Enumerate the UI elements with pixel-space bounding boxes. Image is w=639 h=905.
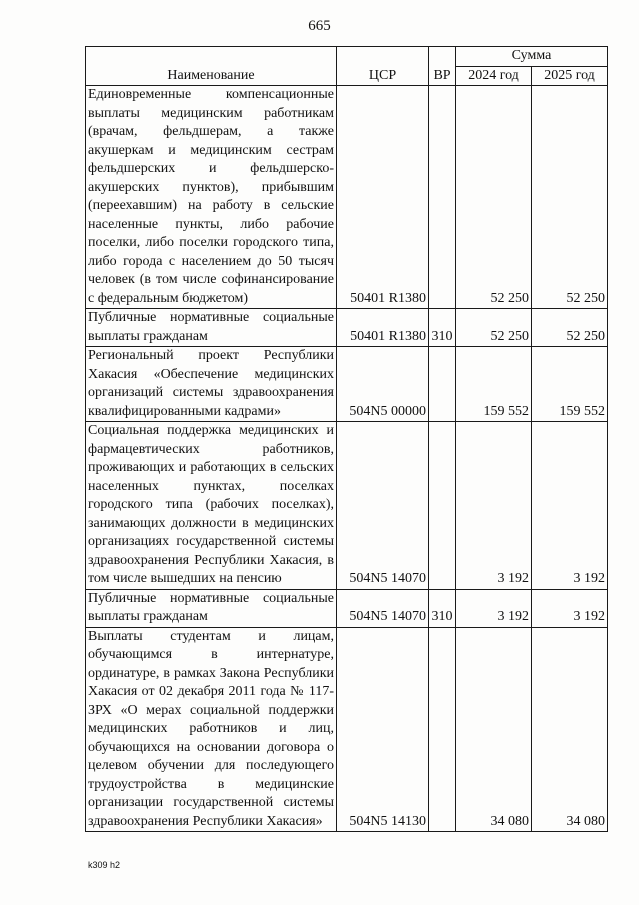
row-name: Единовременные компенсационные выплаты медицинским работникам (врачам, фельдшерам, а также акушеркам и медицинским сестрам фельдшерских и фельдшерско-акушерских пунктов), прибывшим (переехавшим) на работу в сельские населенные пункты, либо рабочие поселки, либо поселки городского типа, либо города с населением до 50 тысяч человек (в том числе софинансирование с федеральным бюджетом) [86, 86, 337, 309]
row-sum-2025: 159 552 [532, 347, 608, 422]
row-csr: 50401 R1380 [337, 86, 429, 309]
table-row [86, 309, 608, 347]
table-row [86, 422, 608, 590]
row-name: Публичные нормативные социальные выплаты гражданам [86, 589, 337, 627]
row-sum-2024: 3 192 [456, 589, 532, 627]
table-row [86, 627, 608, 832]
header-row [86, 47, 608, 67]
row-vr [429, 347, 456, 422]
table-row [86, 347, 608, 422]
row-name: Социальная поддержка медицинских и фармацевтических работников, проживающих и работающих в сельских населенных пунктах, поселках городского типа (рабочих поселках), занимающих должности в медицинских организациях государственной системы здравоохранения Республики Хакасия, в том числе вышедших на пенсию [86, 422, 337, 590]
row-csr: 504N5 14070 [337, 589, 429, 627]
row-vr: 310 [429, 589, 456, 627]
row-vr [429, 627, 456, 832]
row-sum-2024: 52 250 [456, 309, 532, 347]
row-name: Региональный проект Республики Хакасия «Обеспечение медицинских организаций системы здравоохранения квалифицированными кадрами» [86, 347, 337, 422]
budget-table [85, 46, 608, 832]
row-sum-2024: 159 552 [456, 347, 532, 422]
footer-code: k309 h2 [88, 860, 121, 870]
row-name: Публичные нормативные социальные выплаты гражданам [86, 309, 337, 347]
row-sum-2025: 52 250 [532, 86, 608, 309]
row-csr: 504N5 00000 [337, 347, 429, 422]
row-sum-2025: 3 192 [532, 589, 608, 627]
row-sum-2024: 34 080 [456, 627, 532, 832]
row-csr: 504N5 14070 [337, 422, 429, 590]
header-year-2024: 2024 год [456, 66, 532, 86]
row-csr: 504N5 14130 [337, 627, 429, 832]
row-sum-2024: 52 250 [456, 86, 532, 309]
row-vr: 310 [429, 309, 456, 347]
row-sum-2025: 3 192 [532, 422, 608, 590]
table-row [86, 589, 608, 627]
row-sum-2025: 52 250 [532, 309, 608, 347]
header-name: Наименование [86, 47, 337, 86]
header-vr: ВР [429, 47, 456, 86]
row-sum-2024: 3 192 [456, 422, 532, 590]
page-number: 665 [308, 18, 331, 34]
row-vr [429, 86, 456, 309]
header-sum: Сумма [456, 47, 608, 67]
row-sum-2025: 34 080 [532, 627, 608, 832]
table-row [86, 86, 608, 309]
row-name: Выплаты студентам и лицам, обучающимся в интернатуре, ординатуре, в рамках Закона Республики Хакасия от 02 декабря 2011 года № 117-ЗРХ «О мерах социальной поддержки медицинских работников и лиц, обучающихся на основании договора о целевом обучении для последующего трудоустройства в медицинские организации государственной системы здравоохранения Республики Хакасия» [86, 627, 337, 832]
row-vr [429, 422, 456, 590]
header-csr: ЦСР [337, 47, 429, 86]
row-csr: 50401 R1380 [337, 309, 429, 347]
header-year-2025: 2025 год [532, 66, 608, 86]
